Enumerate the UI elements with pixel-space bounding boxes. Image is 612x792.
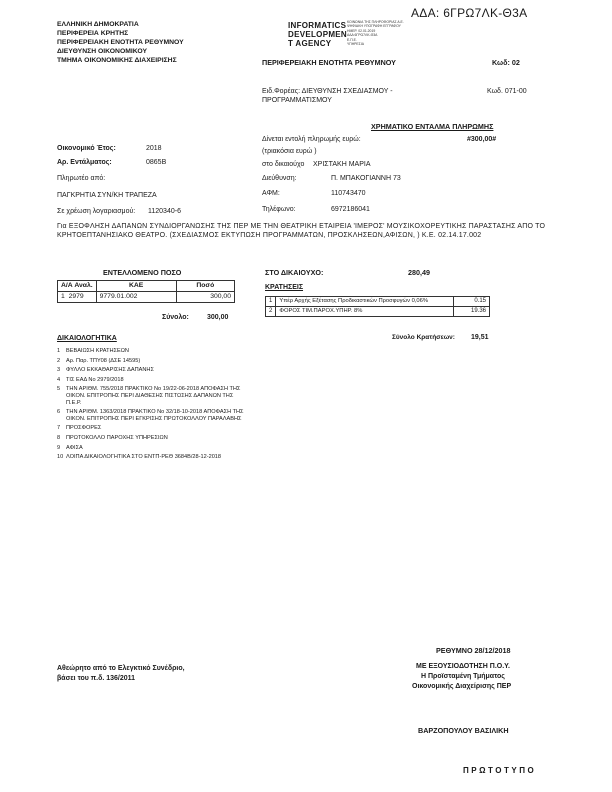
deductions-table	[265, 296, 490, 317]
cell-aa-number: 1	[61, 292, 65, 300]
authorization-line3: Οικονομικής Διαχείρισης ΠΕΡ	[412, 683, 512, 690]
phone-value: 6972186041	[331, 206, 370, 213]
order-title: ΧΡΗΜΑΤΙΚΟ ΕΝΤΑΛΜΑ ΠΛΗΡΩΜΗΣ	[371, 122, 494, 131]
cell-aa	[58, 291, 97, 302]
budget-table-title: ΕΝΤΕΛΛΟΜΕΝΟ ΠΟΣΟ	[103, 268, 182, 277]
deduction-desc: ΦΟΡΟΣ ΤΙΜ.ΠΑΡΟΧ.ΥΠΗΡ. 8%	[276, 307, 454, 317]
net-value: 280,49	[408, 268, 430, 277]
audit-note-line2: βάσει του π.δ. 136/2011	[57, 675, 136, 682]
doc-text: ΤΗΝ ΑΡΙΘΜ. 1363/2018 ΠΡΑΚΤΙΚΟ Νο 32/18-10-2018 ΑΠΟΦΑΣΗ ΤΗΣ ΟΙΚΟΝ. ΕΠΙΤΡΟΠΗΣ ΠΕΡΙ ΕΓΚΡΙΣΗΣ ΠΡΩΤΟΚΟΛΛΟΥ ΠΑΡΑΛΑΒΗΣ	[66, 409, 244, 422]
doc-number: 2	[57, 357, 61, 364]
doc-number: 4	[57, 376, 61, 383]
cell-anal: 2979	[68, 292, 84, 300]
doc-number: 7	[57, 425, 61, 432]
beneficiary-label: στο δικαιούχο	[262, 161, 305, 168]
stamp-line: INFORMATICS	[288, 21, 347, 30]
deduction-amount: 19.36	[454, 307, 490, 317]
doc-number: 1	[57, 348, 61, 354]
list-item	[57, 367, 247, 374]
doc-number: 10	[57, 454, 64, 461]
cell-kae: 9779.01.002	[96, 291, 176, 302]
afm-value: 110743470	[331, 190, 366, 197]
budget-table	[57, 280, 235, 303]
doc-text: ΒΕΒΑΙΩΣΗ ΚΡΑΤΗΣΕΩΝ	[66, 348, 129, 354]
doc-text: ΑΦΙΣΑ	[66, 444, 83, 451]
issuer-line: ΔΙΕΥΘΥΝΣΗ ΟΙΚΟΝΟΜΙΚΟΥ	[57, 48, 148, 55]
doc-number: 8	[57, 434, 61, 441]
issuer-header	[57, 20, 184, 65]
doc-number: 6	[57, 409, 61, 416]
budget-table-header	[58, 281, 235, 292]
col-header-aa: Α/Α Αναλ.	[58, 281, 97, 292]
doc-text: ΛΟΙΠΑ ΔΙΚΑΙΟΛΟΓΗΤΙΚΑ ΣΤΟ ΕΝΤΠ-ΡΕΘ 3684Β/28-12-2018	[66, 454, 222, 461]
doc-number: 9	[57, 444, 61, 451]
doc-number: 3	[57, 367, 61, 374]
issuer-line: ΤΜΗΜΑ ΟΙΚΟΝΟΜΙΚΗΣ ΔΙΑΧΕΙΡΙΣΗΣ	[57, 57, 177, 64]
documents-title: ΔΙΚΑΙΟΛΟΓΗΤΙΚΑ	[57, 335, 117, 342]
payment-instruction: Δίνεται εντολή πληρωμής ευρώ:	[262, 136, 361, 143]
unit-name: ΠΕΡΙΦΕΡΕΙΑΚΗ ΕΝΟΤΗΤΑ ΡΕΘΥΜΝΟΥ	[262, 58, 396, 67]
amount-in-words: (τριακόσια ευρώ )	[262, 148, 317, 155]
payable-label: Πληρωτέο από:	[57, 175, 106, 182]
doc-text: ΠΡΟΣΦΟΡΕΣ	[66, 425, 102, 432]
col-header-amount: Ποσό	[176, 281, 234, 292]
issuer-line: ΠΕΡΙΦΕΡΕΙΑΚΗ ΕΝΟΤΗΤΑ ΡΕΘΥΜΝΟΥ	[57, 39, 184, 46]
year-label: Οικονομικό Έτος:	[57, 145, 116, 152]
order-number-value: 0865Β	[146, 159, 167, 166]
payment-amount: #300,00#	[467, 136, 497, 143]
net-label: ΣΤΟ ΔΙΚΑΙΟΥΧΟ:	[265, 268, 324, 277]
afm-label: ΑΦΜ:	[262, 190, 280, 197]
special-body-code: Κωδ. 071-00	[487, 88, 527, 95]
stamp-fine-line: ΗΜΕΡ. 02.01.2019	[347, 28, 376, 33]
place-date: ΡΕΘΥΜΝΟ 28/12/2018	[436, 646, 511, 655]
deductions-total-label: Σύνολο Κρατήσεων:	[392, 334, 455, 341]
special-body-line1: Ειδ.Φορέας: ΔΙΕΥΘΥΝΣΗ ΣΧΕΔΙΑΣΜΟΥ -	[262, 88, 393, 95]
stamp-fine-line: ΑΔΑ 6ΓΡΩ7ΛΚ-Θ3Α	[347, 33, 378, 38]
cell-amount: 300,00	[176, 291, 234, 302]
doc-number: 5	[57, 386, 61, 393]
stamp-fine-line: ΨΗΦΙΑΚΗ ΥΠΟΓΡΑΦΗ ΕΓΓΡΑΦΟΥ	[347, 24, 401, 29]
list-item	[57, 445, 247, 452]
special-body-line2: ΠΡΟΓΡΑΜΜΑΤΙΣΜΟΥ	[262, 97, 332, 104]
issuer-line: ΕΛΛΗΝΙΚΗ ΔΗΜΟΚΡΑΤΙΑ	[57, 21, 139, 28]
list-item	[57, 348, 247, 355]
deductions-title: ΚΡΑΤΗΣΕΙΣ	[265, 284, 304, 291]
table-row	[266, 307, 490, 317]
original-mark: ΠΡΩΤΟΤΥΠΟ	[463, 766, 537, 775]
ada-code: ΑΔΑ: 6ΓΡΩ7ΛΚ-Θ3Α	[411, 6, 528, 20]
audit-note-line1: Αθεώρητο από το Ελεγκτικό Συνέδριο,	[57, 665, 185, 672]
deduction-amount: 0.15	[454, 297, 490, 307]
table-row	[266, 297, 490, 307]
stamp-fine-print	[347, 20, 404, 46]
doc-text: ΦΥΛΛΟ ΕΚΚΑΘΑΡΙΣΗΣ ΔΑΠΑΝΗΣ	[66, 367, 154, 374]
budget-total-label: Σύνολο:	[162, 314, 189, 321]
authorization-line2: Η Προϊσταμένη Τμήματος	[421, 673, 505, 680]
col-header-kae: ΚΑΕ	[96, 281, 176, 292]
deduction-index: 1	[266, 297, 276, 307]
budget-total-value: 300,00	[207, 314, 229, 321]
order-number-label: Αρ. Εντάλματος:	[57, 159, 112, 166]
phone-label: Τηλέφωνο:	[262, 206, 296, 213]
list-item	[57, 454, 247, 461]
year-value: 2018	[146, 145, 162, 152]
stamp-line: DEVELOPMEN	[288, 30, 348, 39]
unit-code: Κωδ: 02	[492, 58, 520, 67]
deductions-total-value: 19,51	[471, 334, 489, 341]
address-label: Διεύθυνση:	[262, 175, 297, 182]
stamp-fine-line: ΥΠΗΡΕΣΙΑ	[347, 42, 364, 47]
list-item	[57, 377, 247, 384]
address-value: Π. ΜΠΑΚΟΓΙΑΝΝΗ 73	[331, 175, 401, 182]
account-label: Σε χρέωση λογαριασμού:	[57, 208, 136, 215]
doc-text: ΤΙΣ ΕΑΔ Νο 2979/2018	[66, 376, 124, 383]
account-value: 1120340-6	[148, 208, 181, 215]
stamp-line: T AGENCY	[288, 39, 332, 48]
doc-text: Αρ. Παρ. ΤΠΥ08 (ΔΣΕ 14595)	[66, 357, 141, 364]
deduction-desc: Υπέρ Αρχής Εξέτασης Προδικαστικών Προσφυγών 0,06%	[276, 297, 454, 307]
list-item	[57, 435, 247, 442]
list-item	[57, 386, 247, 406]
signer-name: ΒΑΡΖΟΠΟΥΛΟΥ ΒΑΣΙΛΙΚΗ	[418, 726, 509, 735]
list-item	[57, 358, 247, 365]
payment-purpose: Για ΕΞΟΦΛΗΣΗ ΔΑΠΑΝΩΝ ΣΥΝΔΙΟΡΓΑΝΩΣΗΣ ΤΗΣ ΠΕΡ ΜΕ ΤΗΝ ΘΕΑΤΡΙΚΗ ΕΤΑΙΡΕΙΑ 'ΙΜΕΡΟΣ' ΜΟΥΣΙΚΟΧΟΡΕΥΤΙΚΗΣ ΠΑΡΑΣΤΑΣΗΣ ΑΠΟ ΤΟ ΚΡΗΤΟΕΠΤΑΝΗΣΙΑΚΟ ΘΕΑΤΡΟ. (ΣΧΕΔΙΑΣΜΟΣ ΕΚΤΥΠΩΣΗ ΠΡΟΓΡΑΜΜΑΤΩΝ, ΠΡΟΣΚΛΗΣΕΩΝ,ΑΦΙΣΩΝ, ) Κ.Ε. 02.14.17.002	[57, 223, 546, 239]
doc-text: ΠΡΩΤΟΚΟΛΛΟ ΠΑΡΟΧΗΣ ΥΠΗΡΕΣΙΩΝ	[66, 434, 168, 441]
beneficiary-name: ΧΡΙΣΤΑΚΗ ΜΑΡΙΑ	[313, 161, 371, 168]
stamp-fine-line: ΚΟΙΝΩΝΙΑ ΤΗΣ ΠΛΗΡΟΦΟΡΙΑΣ Α.Ε.	[347, 20, 404, 24]
table-row	[58, 291, 235, 302]
doc-text: ΤΗΝ ΑΡΙΘΜ. 755/2018 ΠΡΑΚΤΙΚΟ Νο 19/22-06-2018 ΑΠΟΦΑΣΗ ΤΗΣ ΟΙΚΟΝ. ΕΠΙΤΡΟΠΗΣ ΠΕΡΙ ΔΙΑΘΕΣΗΣ ΠΙΣΤΩΣΗΣ ΔΑΠΑΝΩΝ ΤΗΣ Π.Ε.Ρ.	[66, 386, 241, 406]
list-item	[57, 425, 247, 432]
documents-list	[57, 348, 247, 464]
authorization-line1: ΜΕ ΕΞΟΥΣΙΟΔΟΤΗΣΗ Π.Ο.Υ.	[416, 663, 510, 670]
bank-name: ΠΑΓΚΡΗΤΙΑ ΣΥΝ/ΚΗ ΤΡΑΠΕΖΑ	[57, 192, 157, 199]
issuer-line: ΠΕΡΙΦΕΡΕΙΑ ΚΡΗΤΗΣ	[57, 30, 129, 37]
list-item	[57, 409, 247, 422]
digital-signature-stamp	[288, 21, 347, 48]
deduction-index: 2	[266, 307, 276, 317]
stamp-fine-line: Ε.Π.Ε.	[347, 37, 357, 42]
